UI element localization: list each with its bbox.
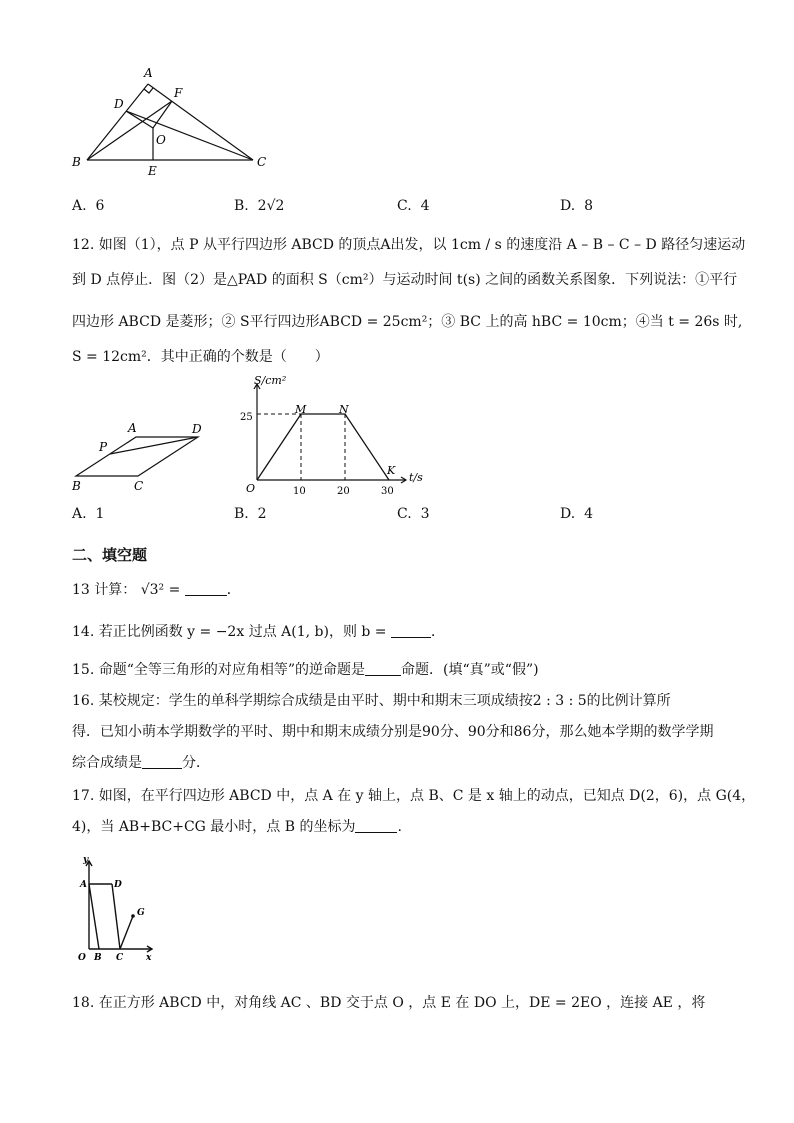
q11-segment-bf (87, 101, 172, 160)
q16-line-3 (72, 753, 210, 773)
q17-line-2-suffix: . (397, 819, 402, 835)
q13-prefix: 13 计算： (72, 582, 137, 598)
q17-coordinate-figure (72, 852, 162, 967)
q17-label-c: C (116, 953, 124, 963)
q11-side-ba (87, 84, 148, 160)
q17-segment-dc (112, 884, 120, 949)
q11-option-c-letter: C. (397, 198, 412, 214)
q11-label-b: B (72, 155, 81, 169)
q17-line-2 (72, 817, 402, 837)
q12-y-axis-label: S/cm² (254, 374, 287, 387)
q12-option-d-letter: D. (560, 506, 576, 522)
q11-label-a: A (144, 66, 153, 80)
q11-label-d: D (114, 97, 124, 111)
q12-line-4: S = 12cm²．其中正确的个数是（ ） (72, 349, 329, 365)
q12-option-a (72, 506, 104, 522)
q12-option-a-value: 1 (95, 506, 105, 522)
q18-line-1: 18. 在正方形 ABCD 中，对角线 AC 、BD 交于点 O ，点 E 在 DO 上，DE = 2EO ，连接 AE ，将 (72, 995, 706, 1011)
q17-label-o: O (78, 953, 86, 963)
q14-suffix: ． (431, 624, 445, 640)
q12-option-c-letter: C. (397, 506, 412, 522)
q12-function-graph (238, 370, 438, 500)
q12-option-b (234, 506, 267, 522)
q11-right-angle-mark (144, 88, 153, 93)
q11-segment-of (153, 101, 172, 128)
q13-answer-blank[interactable] (185, 581, 227, 596)
q11-option-c (397, 198, 430, 214)
q12-option-d (560, 506, 593, 522)
q12-option-a-letter: A. (72, 506, 87, 522)
q16-line-3-suffix: 分． (182, 755, 210, 771)
q15-line (72, 660, 539, 680)
q11-option-a-value: 6 (95, 198, 105, 214)
q14-line (72, 622, 445, 642)
q11-option-b-value: 2√2 (257, 198, 285, 214)
q12-x-tick-20: 20 (337, 486, 350, 497)
q11-triangle-figure (60, 62, 280, 180)
q12-point-label-m: M (295, 403, 307, 416)
q14-prefix: 14. 若正比例函数 y = −2x 过点 A(1, b)，则 b = (72, 624, 387, 640)
q11-label-f: F (174, 86, 183, 100)
q11-label-o: O (156, 133, 166, 147)
q12-x-tick-30: 30 (381, 486, 394, 497)
q11-option-a (72, 198, 104, 214)
q12-line-2: 到 D 点停止．图（2）是△PAD 的面积 S（cm²）与运动时间 t(s) 之间的函数关系图象．下列说法：①平行 (72, 272, 738, 288)
q15-prefix: 15. 命题“全等三角形的对应角相等”的逆命题是 (72, 662, 366, 678)
q12-x-axis-label: t/s (409, 471, 423, 484)
q12-fig1-label-d: D (192, 422, 202, 436)
q11-side-ac (148, 84, 253, 160)
q12-option-d-value: 4 (584, 506, 594, 522)
q12-option-c-value: 3 (420, 506, 430, 522)
q17-point-g (131, 914, 135, 918)
q11-option-b-letter: B. (234, 198, 249, 214)
q16-line-3-prefix: 综合成绩是 (72, 755, 142, 771)
q17-label-d: D (114, 880, 122, 890)
q16-line-1: 16. 某校规定：学生的单科学期综合成绩是由平时、期中和期末三项成绩按2 : 3 : 5的比例计算所 (72, 693, 671, 709)
q17-label-a: A (80, 880, 87, 890)
q12-parallelogram-figure (62, 418, 212, 496)
q12-line-3: 四边形 ABCD 是菱形；② S平行四边形ABCD = 25cm²；③ BC 上的高 hBC = 10cm；④当 t = 26s 时, (72, 314, 743, 330)
q17-label-y: y (83, 855, 89, 865)
q12-line-1: 12. 如图（1），点 P 从平行四边形 ABCD 的顶点A出发，以 1cm / s 的速度沿 A – B – C – D 路径匀速运动 (72, 237, 746, 253)
q17-line-2-prefix: 4)，当 AB+BC+CG 最小时，点 B 的坐标为 (72, 819, 356, 835)
q12-option-c (397, 506, 430, 522)
q17-label-b: B (94, 953, 102, 963)
q15-suffix: 命题．(填“真”或“假”) (401, 662, 539, 678)
q12-y-tick-25: 25 (240, 412, 253, 423)
q11-segment-dc (126, 111, 253, 160)
q17-line-1: 17. 如图，在平行四边形 ABCD 中，点 A 在 y 轴上，点 B、C 是 x 轴上的动点，已知点 D(2，6)，点 G(4， (72, 788, 756, 804)
q12-fig1-label-c: C (134, 479, 144, 493)
q11-label-e: E (148, 164, 157, 178)
q17-segment-ab (89, 884, 99, 949)
q11-label-c: C (257, 155, 267, 169)
q17-label-g: G (137, 908, 145, 918)
q11-option-a-letter: A. (72, 198, 87, 214)
q12-parallelogram (76, 437, 198, 476)
q16-line-2: 得．已知小萌本学期数学的平时、期中和期末成绩分别是90分、90分和86分，那么她本学期的数学学期 (72, 724, 714, 740)
q12-point-label-k: K (387, 464, 396, 477)
q17-label-x: x (146, 953, 152, 963)
q12-option-b-letter: B. (234, 506, 249, 522)
q12-x-tick-10: 10 (293, 486, 306, 497)
q13-line (72, 580, 241, 600)
q11-option-d (560, 198, 593, 214)
q12-origin-label: O (246, 482, 256, 495)
section-title-fill-in: 二、填空题 (72, 546, 148, 564)
q12-fig1-label-p: P (99, 440, 108, 454)
q13-expression: √3² = (140, 582, 181, 598)
q11-option-d-letter: D. (560, 198, 576, 214)
q12-fig1-label-b: B (72, 479, 81, 493)
q12-option-b-value: 2 (257, 506, 267, 522)
q16-answer-blank[interactable] (142, 754, 182, 769)
q11-option-c-value: 4 (420, 198, 430, 214)
q17-answer-blank[interactable] (355, 818, 397, 833)
q12-point-label-n: N (339, 403, 349, 416)
q13-suffix: ． (226, 582, 241, 598)
q12-fig1-label-a: A (128, 421, 137, 435)
q15-answer-blank[interactable] (365, 661, 401, 676)
q11-option-b (234, 198, 284, 214)
q12-series-line (257, 414, 389, 480)
q11-option-d-value: 8 (584, 198, 594, 214)
q17-segment-cg (120, 916, 133, 949)
q14-answer-blank[interactable] (391, 623, 431, 638)
